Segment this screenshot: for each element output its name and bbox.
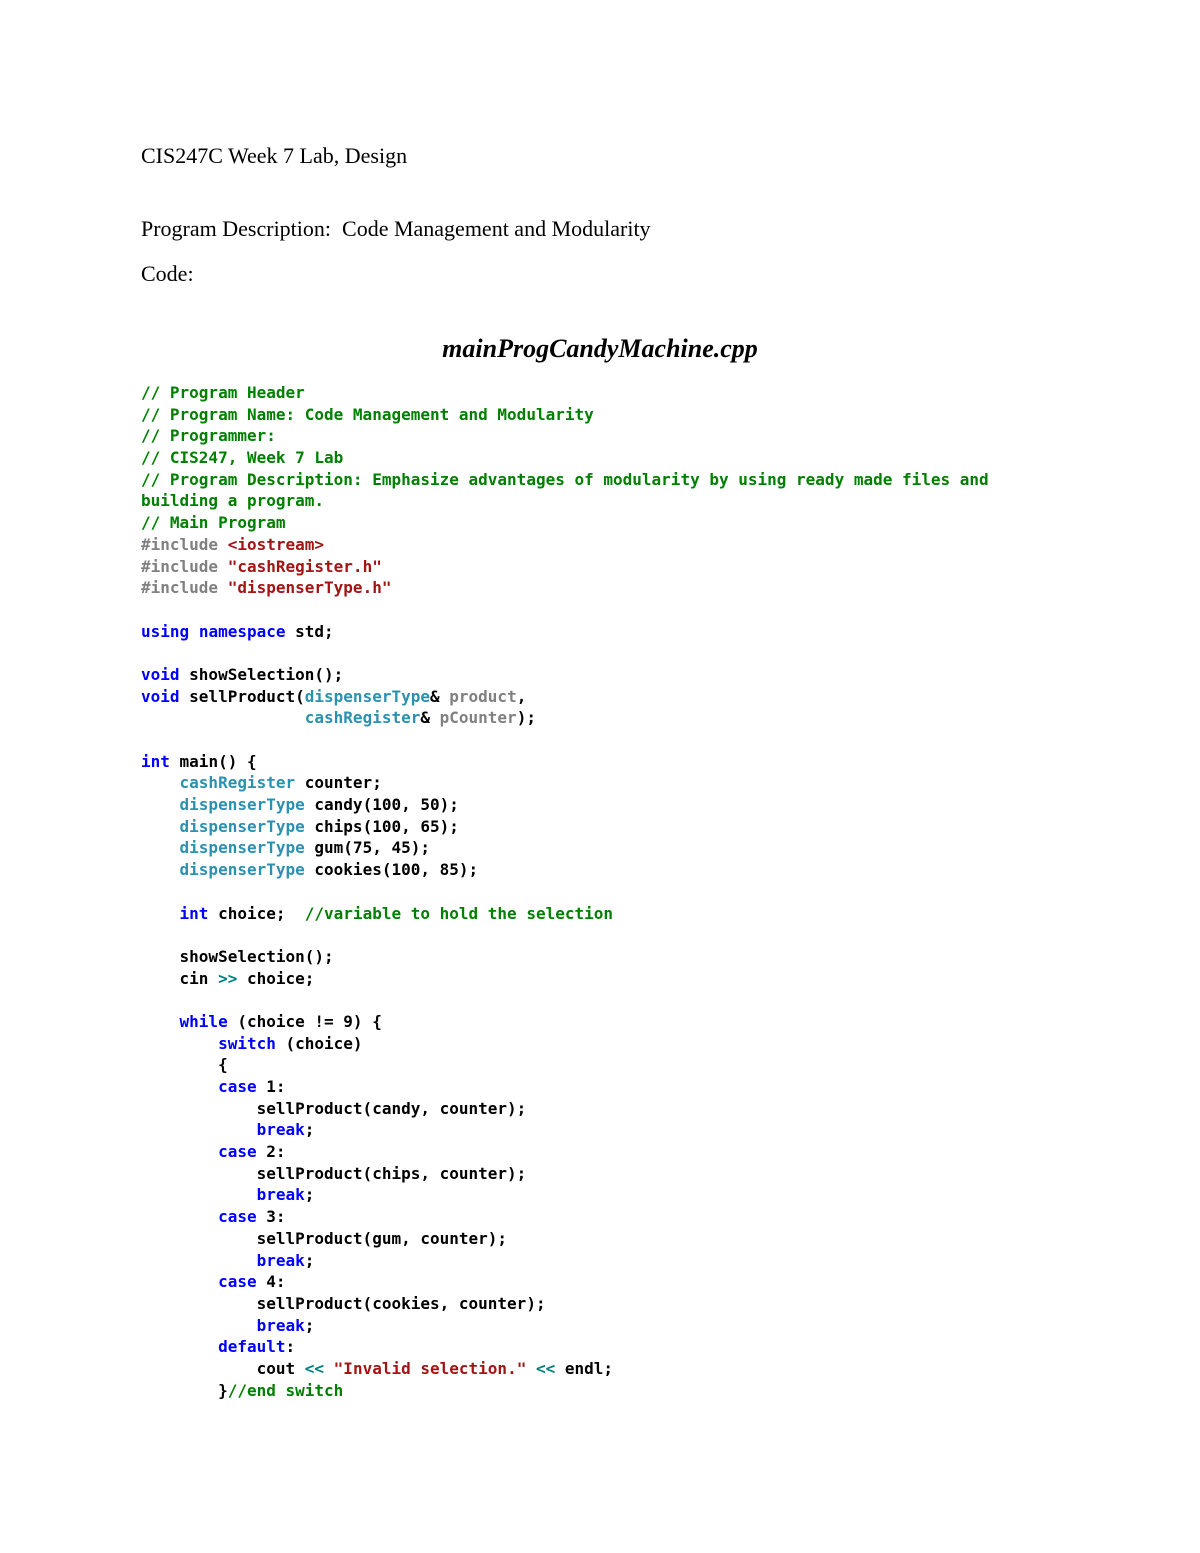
code-line [141,903,1161,925]
code-line [141,1098,1161,1120]
code-preprocessor: #include [141,556,228,576]
code-line [141,1141,1161,1163]
code-string: "Invalid selection." [333,1358,527,1378]
code-text: showSelection(); [179,664,344,684]
code-line [141,1054,1161,1076]
code-line [141,989,1161,1011]
code-text: ; [304,1185,315,1205]
document-title: CIS247C Week 7 Lab, Design [141,143,408,168]
code-line [141,816,1161,838]
code-text: (choice != 9) { [227,1011,382,1031]
code-line [141,968,1161,990]
code-comment: // Main Program [141,513,286,533]
code-comment: // Program Header [141,383,305,402]
code-text [141,1012,180,1031]
code-keyword: case [218,1142,257,1162]
code-line [141,881,1161,903]
code-line [141,425,1161,447]
code-text [526,1359,536,1378]
code-text [141,817,180,836]
code-string: "cashRegister.h" [227,556,382,576]
code-keyword: break [256,1315,305,1335]
code-keyword: case [218,1077,257,1096]
code-line [141,686,1161,708]
code-text: & [420,708,440,728]
code-comment: // Programmer: [141,426,276,446]
code-preprocessor: #include [141,578,228,598]
code-label: Code: [141,261,194,286]
code-keyword: int [179,903,209,923]
code-text: sellProduct(chips, counter); [141,1163,527,1183]
code-line [141,1011,1161,1033]
code-text: , [516,686,527,706]
code-text: cin [141,968,219,988]
code-line [141,447,1161,469]
code-parameter: pCounter [439,708,517,728]
code-line [141,707,1161,729]
code-line [141,772,1161,794]
code-keyword: while [179,1011,228,1031]
code-string: <iostream> [227,534,325,554]
code-comment: building a program. [141,491,325,511]
code-text [324,1359,334,1378]
code-operator: >> [218,968,238,988]
code-text: choice; [208,903,305,923]
code-text [141,1207,218,1226]
code-text: counter; [295,773,382,793]
code-line [141,1271,1161,1293]
code-keyword: void [141,664,180,684]
code-text: & [430,686,450,706]
code-type-name: cashRegister [304,708,421,728]
code-string: "dispenserType.h" [227,578,392,598]
code-line [141,1315,1161,1337]
code-text: sellProduct( [179,686,305,706]
code-listing [141,382,1161,1401]
code-operator: << [535,1358,556,1378]
code-line [141,382,1161,404]
code-line [141,1336,1161,1358]
code-type-name: cashRegister [179,773,296,793]
code-text: 3: [256,1207,286,1227]
code-text: ; [304,1120,315,1140]
code-text: endl; [555,1358,614,1378]
code-text [141,1077,218,1096]
code-text: chips(100, 65); [304,816,459,836]
code-text [141,1316,257,1335]
code-text: showSelection(); [141,946,334,966]
code-line [141,1250,1161,1272]
code-line [141,794,1161,816]
program-description: Program Description: Code Management and Modularity [141,216,651,241]
code-text: (choice) [275,1033,363,1053]
code-line [141,1380,1161,1402]
code-line [141,1206,1161,1228]
code-operator: << [304,1358,325,1378]
code-text: choice; [237,968,315,988]
code-text [141,773,180,792]
code-line [141,1184,1161,1206]
code-line [141,512,1161,534]
code-type-name: dispenserType [179,838,305,858]
code-parameter: product [449,686,517,706]
code-text: cookies(100, 85); [304,860,479,880]
code-line [141,1163,1161,1185]
code-line [141,1119,1161,1141]
code-comment: // Program Description: Emphasize advantages of modularity by using ready made files and [141,469,989,489]
code-line [141,577,1161,599]
file-heading: mainProgCandyMachine.cpp [442,334,758,363]
code-text: candy(100, 50); [304,795,459,815]
code-line [141,642,1161,664]
code-comment: //variable to hold the selection [304,903,614,923]
code-text [141,1337,218,1356]
code-line [141,556,1161,578]
code-type-name: dispenserType [304,686,430,706]
code-text: cout [141,1358,305,1378]
code-type-name: dispenserType [179,816,305,836]
code-text [141,1120,257,1139]
code-text [141,1185,257,1204]
code-text [141,1272,218,1291]
code-type-name: dispenserType [179,860,305,880]
code-comment: // Program Name: Code Management and Modularity [141,404,594,424]
code-keyword: case [218,1272,257,1292]
code-preprocessor: #include [141,534,228,554]
code-comment: //end switch [227,1380,344,1400]
code-text: sellProduct(gum, counter); [141,1228,508,1248]
code-text: gum(75, 45); [304,838,430,858]
code-line [141,751,1161,773]
code-keyword: int [141,751,170,771]
code-text [141,708,305,727]
code-keyword: switch [218,1033,276,1053]
code-comment: // CIS247, Week 7 Lab [141,448,344,468]
code-text: ); [516,708,536,728]
code-line [141,621,1161,643]
code-keyword: break [256,1185,305,1205]
code-text: ; [304,1315,315,1335]
code-text [141,1034,218,1053]
code-text [189,622,199,641]
code-line [141,1228,1161,1250]
code-line [141,1076,1161,1098]
code-text: sellProduct(cookies, counter); [141,1293,546,1313]
code-line [141,490,1161,512]
code-line [141,1293,1161,1315]
code-keyword: using [141,621,190,641]
code-keyword: namespace [198,621,286,641]
code-line [141,837,1161,859]
code-line [141,946,1161,968]
code-keyword: break [256,1120,305,1140]
code-line [141,729,1161,751]
code-text: { [141,1055,228,1075]
code-line [141,859,1161,881]
code-type-name: dispenserType [179,795,305,815]
code-text: main() { [169,751,257,771]
code-keyword: break [256,1250,305,1270]
code-text: sellProduct(candy, counter); [141,1098,527,1118]
code-line [141,664,1161,686]
code-text [141,1251,257,1270]
code-line [141,534,1161,556]
code-text: : [285,1337,296,1357]
code-text [141,1142,218,1161]
code-text [141,860,180,879]
code-line [141,469,1161,491]
code-keyword: default [218,1337,286,1357]
code-text: 1: [256,1077,286,1096]
code-keyword: case [218,1207,257,1227]
code-text [141,795,180,814]
code-line [141,599,1161,621]
code-line [141,1358,1161,1380]
code-text: ; [304,1250,315,1270]
code-line [141,924,1161,946]
code-text [141,838,180,857]
code-text: 4: [256,1272,286,1292]
code-line [141,404,1161,426]
code-text: } [141,1380,228,1400]
code-keyword: void [141,686,180,706]
code-text: 2: [256,1142,286,1162]
code-text: std; [285,621,334,641]
code-line [141,1033,1161,1055]
code-text [141,904,180,923]
